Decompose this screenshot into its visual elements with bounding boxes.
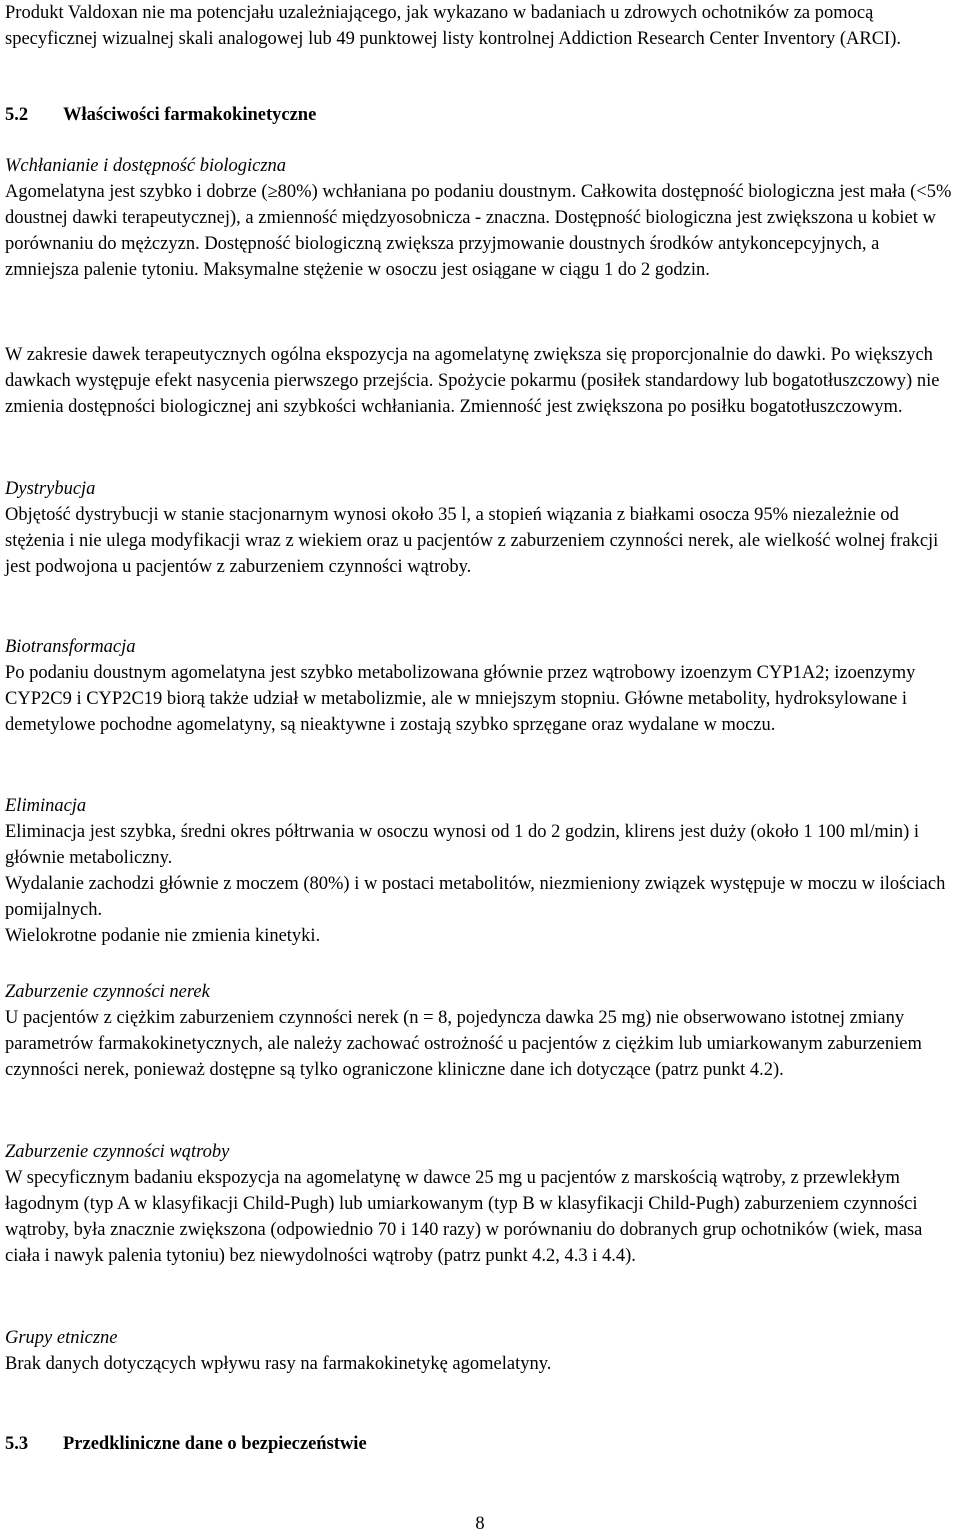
biotransformation-heading: Biotransformacja — [5, 637, 136, 657]
elimination-line-2: Wydalanie zachodzi głównie z moczem (80%) i w postaci metabolitów, niezmieniony związek występuje w moczu w ilościach pomijalnych. — [5, 874, 946, 920]
absorption-paragraph-2: W zakresie dawek terapeutycznych ogólna ekspozycja na agomelatynę zwiększa się proporcjonalnie do dawki. Po większych dawkach występuje efekt nasycenia pierwszego przejścia. Spożycie pokarmu (posiłek standardowy lub bogatotłuszczowy) nie zmienia dostępności biologicznej ani szybkości wchłaniania. Zmienność jest zwiększona po posiłku bogatotłuszczowym. — [5, 345, 940, 417]
biotransformation-section — [5, 634, 953, 738]
biotransformation-text: Po podaniu doustnym agomelatyna jest szybko metabolizowana głównie przez wątrobowy izoenzym CYP1A2; izoenzymy CYP2C9 i CYP2C19 biorą także udział w metabolizmie, ale w mniejszym stopniu. Główne metabolity, hydroksylowane i demetylowe pochodne agomelatyny, są nieaktywne i zostają szybko sprzęgane oraz wydalane w moczu. — [5, 663, 916, 735]
intro-paragraph — [5, 0, 953, 52]
absorption-section — [5, 153, 953, 283]
distribution-heading: Dystrybucja — [5, 479, 96, 499]
section-5-2-number: 5.2 — [5, 105, 29, 125]
renal-heading: Zaburzenie czynności nerek — [5, 982, 210, 1002]
renal-section — [5, 979, 953, 1083]
section-5-3-heading — [5, 1431, 367, 1457]
elimination-line-1: Eliminacja jest szybka, średni okres półtrwania w osoczu wynosi od 1 do 2 godzin, klirens jest duży (około 1 100 ml/min) i głównie metaboliczny. — [5, 822, 920, 868]
distribution-section — [5, 476, 953, 580]
section-5-2-heading — [5, 102, 316, 128]
hepatic-section — [5, 1139, 953, 1269]
ethnic-heading: Grupy etniczne — [5, 1328, 118, 1348]
absorption-heading: Wchłanianie i dostępność biologiczna — [5, 156, 287, 176]
absorption-paragraph-1: Agomelatyna jest szybko i dobrze (≥80%) wchłaniana po podaniu doustnym. Całkowita dostępność biologiczna jest mała (<5% doustnej dawki terapeutycznej), a zmienność międzyosobnicza - znaczna. Dostępność biologiczna jest zwiększona u kobiet w porównaniu do mężczyzn. Dostępność biologiczną zwiększa przyjmowanie doustnych środków antykoncepcyjnych, a zmniejsza palenie tytoniu. Maksymalne stężenie w osoczu jest osiągane w ciągu 1 do 2 godzin. — [5, 182, 952, 280]
section-5-3-number: 5.3 — [5, 1434, 29, 1454]
renal-text: U pacjentów z ciężkim zaburzeniem czynności nerek (n = 8, pojedyncza dawka 25 mg) nie obserwowano istotnej zmiany parametrów farmakokinetycznych, ale należy zachować ostrożność u pacjentów z ciężkim lub umiarkowanym zaburzeniem czynności nerek, ponieważ dostępne są tylko ograniczone kliniczne dane ich dotyczące (patrz punkt 4.2). — [5, 1008, 922, 1080]
section-5-3-title: Przedkliniczne dane o bezpieczeństwie — [63, 1434, 367, 1454]
elimination-section — [5, 793, 953, 949]
hepatic-text: W specyficznym badaniu ekspozycja na agomelatynę w dawce 25 mg u pacjentów z marskością wątroby, z przewlekłym łagodnym (typ A w klasyfikacji Child-Pugh) lub umiarkowanym (typ B w klasyfikacji Child-Pugh) zaburzeniem czynności wątroby, była znacznie zwiększona (odpowiednio 70 i 140 razy) w porównaniu do dobranych grup ochotników (wiek, masa ciała i nawyk palenia tytoniu) bez niewydolności wątroby (patrz punkt 4.2, 4.3 i 4.4). — [5, 1168, 923, 1266]
hepatic-heading: Zaburzenie czynności wątroby — [5, 1142, 230, 1162]
elimination-line-3: Wielokrotne podanie nie zmienia kinetyki. — [5, 926, 321, 946]
ethnic-section — [5, 1325, 953, 1377]
distribution-text: Objętość dystrybucji w stanie stacjonarnym wynosi około 35 l, a stopień wiązania z białkami osocza 95% niezależnie od stężenia i nie ulega modyfikacji wraz z wiekiem oraz u pacjentów z zaburzeniem czynności nerek, ale wielkość wolnej frakcji jest podwojona u pacjentów z zaburzeniem czynności wątroby. — [5, 505, 939, 577]
intro-text: Produkt Valdoxan nie ma potencjału uzależniającego, jak wykazano w badaniach u zdrowych ochotników za pomocą specyficznej wizualnej skali analogowej lub 49 punktowej listy kontrolnej Addiction Research Center Inventory (ARCI). — [5, 3, 901, 49]
absorption-paragraph-2-block — [5, 342, 953, 420]
section-5-2-title: Właściwości farmakokinetyczne — [63, 105, 317, 125]
elimination-heading: Eliminacja — [5, 796, 87, 816]
ethnic-text: Brak danych dotyczących wpływu rasy na farmakokinetykę agomelatyny. — [5, 1354, 552, 1374]
page-number: 8 — [475, 1514, 485, 1534]
